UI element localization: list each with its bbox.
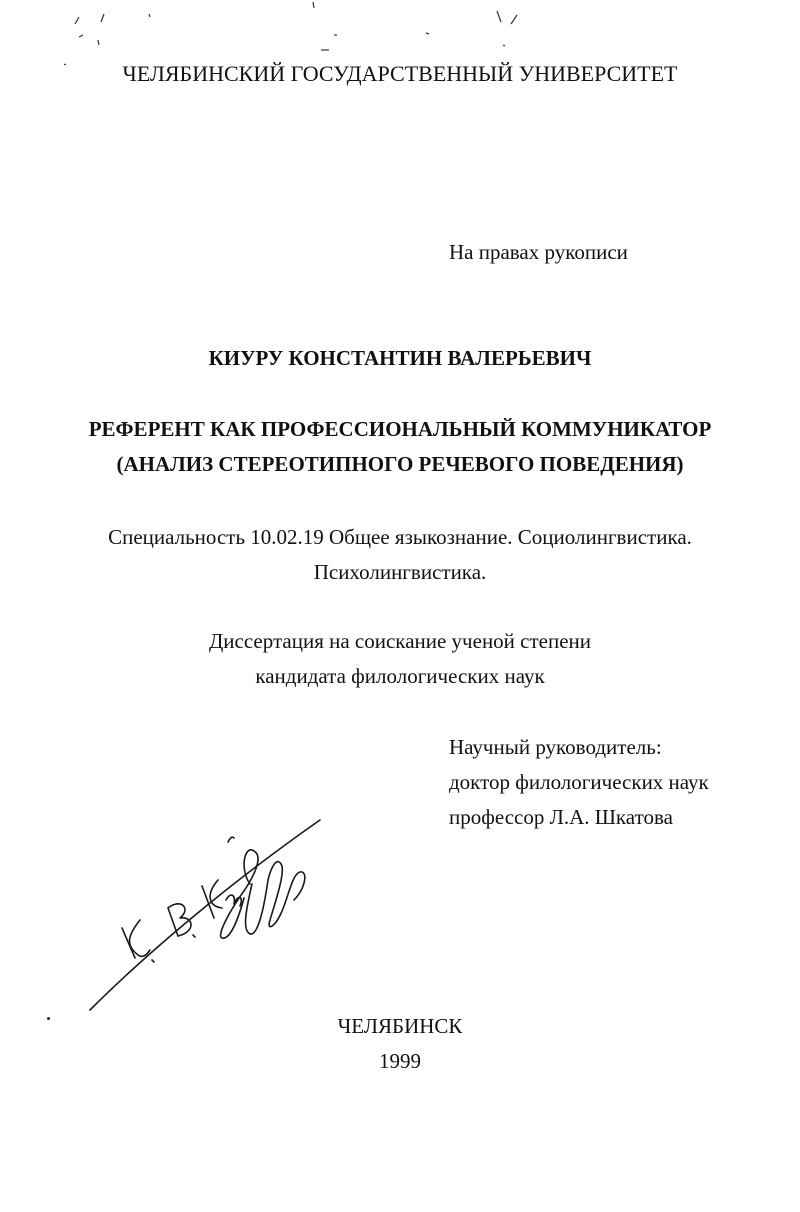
handwritten-signature — [80, 810, 330, 1025]
supervisor-degree: доктор филологических наук — [449, 770, 709, 794]
dissertation-title-line-2: (АНАЛИЗ СТЕРЕОТИПНОГО РЕЧЕВОГО ПОВЕДЕНИЯ) — [116, 452, 684, 476]
supervisor-name: профессор Л.А. Шкатова — [449, 805, 673, 829]
year: 1999 — [379, 1049, 421, 1073]
city: ЧЕЛЯБИНСК — [337, 1014, 463, 1038]
university-name: ЧЕЛЯБИНСКИЙ ГОСУДАРСТВЕННЫЙ УНИВЕРСИТЕТ — [122, 61, 678, 86]
degree-line-2: кандидата филологических наук — [255, 664, 545, 688]
rights-note: На правах рукописи — [449, 240, 628, 264]
specialty-line-1: Специальность 10.02.19 Общее языкознание. Социолингвистика. — [108, 525, 692, 549]
supervisor-label: Научный руководитель: — [449, 735, 662, 759]
degree-line-1: Диссертация на соискание ученой степени — [208, 629, 592, 653]
dissertation-title-line-1: РЕФЕРЕНТ КАК ПРОФЕССИОНАЛЬНЫЙ КОММУНИКАТОР — [88, 417, 712, 441]
specialty-line-2: Психолингвистика. — [313, 560, 487, 584]
author-name: КИУРУ КОНСТАНТИН ВАЛЕРЬЕВИЧ — [208, 346, 592, 370]
